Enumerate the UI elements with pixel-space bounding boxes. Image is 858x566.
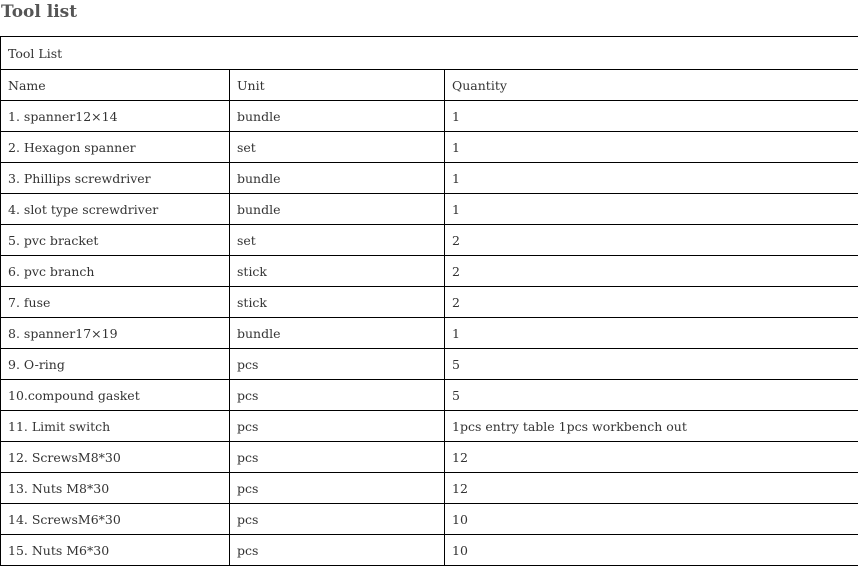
- column-header-unit: Unit: [230, 70, 445, 101]
- cell-unit: bundle: [230, 194, 445, 225]
- cell-unit: pcs: [230, 504, 445, 535]
- cell-name: 6. pvc branch: [1, 256, 230, 287]
- cell-unit: pcs: [230, 535, 445, 566]
- cell-unit: pcs: [230, 473, 445, 504]
- cell-unit: set: [230, 225, 445, 256]
- cell-name: 10.compound gasket: [1, 380, 230, 411]
- cell-unit: pcs: [230, 442, 445, 473]
- cell-name: 5. pvc bracket: [1, 225, 230, 256]
- cell-name: 3. Phillips screwdriver: [1, 163, 230, 194]
- cell-name: 14. ScrewsM6*30: [1, 504, 230, 535]
- table-row: [1, 163, 858, 194]
- cell-name: 4. slot type screwdriver: [1, 194, 230, 225]
- table-row: [1, 473, 858, 504]
- table-row: [1, 411, 858, 442]
- table-row: [1, 504, 858, 535]
- cell-name: 2. Hexagon spanner: [1, 132, 230, 163]
- cell-quantity: 1: [445, 101, 858, 132]
- cell-name: 7. fuse: [1, 287, 230, 318]
- table-row: [1, 380, 858, 411]
- column-header-name: Name: [1, 70, 230, 101]
- table-row: [1, 318, 858, 349]
- table-caption-row: [1, 37, 858, 70]
- cell-quantity: 5: [445, 380, 858, 411]
- cell-quantity: 5: [445, 349, 858, 380]
- cell-quantity: 10: [445, 504, 858, 535]
- cell-unit: bundle: [230, 101, 445, 132]
- cell-quantity: 12: [445, 473, 858, 504]
- cell-name: 1. spanner12×14: [1, 101, 230, 132]
- cell-unit: set: [230, 132, 445, 163]
- cell-unit: pcs: [230, 411, 445, 442]
- cell-quantity: 2: [445, 256, 858, 287]
- tool-list-table: [0, 36, 858, 566]
- cell-name: 9. O-ring: [1, 349, 230, 380]
- cell-name: 8. spanner17×19: [1, 318, 230, 349]
- cell-name: 12. ScrewsM8*30: [1, 442, 230, 473]
- cell-quantity: 1pcs entry table 1pcs workbench out: [445, 411, 858, 442]
- cell-quantity: 1: [445, 318, 858, 349]
- table-row: [1, 442, 858, 473]
- table-row: [1, 287, 858, 318]
- cell-unit: pcs: [230, 380, 445, 411]
- cell-quantity: 1: [445, 132, 858, 163]
- table-row: [1, 535, 858, 566]
- column-header-quantity: Quantity: [445, 70, 858, 101]
- cell-quantity: 2: [445, 287, 858, 318]
- cell-name: 13. Nuts M8*30: [1, 473, 230, 504]
- table-row: [1, 194, 858, 225]
- table-row: [1, 349, 858, 380]
- table-row: [1, 101, 858, 132]
- table-row: [1, 256, 858, 287]
- table-caption: Tool List: [1, 37, 858, 70]
- page-title: Tool list: [1, 2, 78, 22]
- table-row: [1, 132, 858, 163]
- cell-quantity: 10: [445, 535, 858, 566]
- cell-unit: stick: [230, 287, 445, 318]
- cell-unit: stick: [230, 256, 445, 287]
- cell-quantity: 12: [445, 442, 858, 473]
- cell-unit: bundle: [230, 163, 445, 194]
- cell-quantity: 1: [445, 163, 858, 194]
- cell-quantity: 1: [445, 194, 858, 225]
- cell-name: 11. Limit switch: [1, 411, 230, 442]
- cell-name: 15. Nuts M6*30: [1, 535, 230, 566]
- table-header-row: [1, 70, 858, 101]
- table-row: [1, 225, 858, 256]
- cell-unit: pcs: [230, 349, 445, 380]
- tool-list-body: [1, 37, 858, 566]
- cell-unit: bundle: [230, 318, 445, 349]
- cell-quantity: 2: [445, 225, 858, 256]
